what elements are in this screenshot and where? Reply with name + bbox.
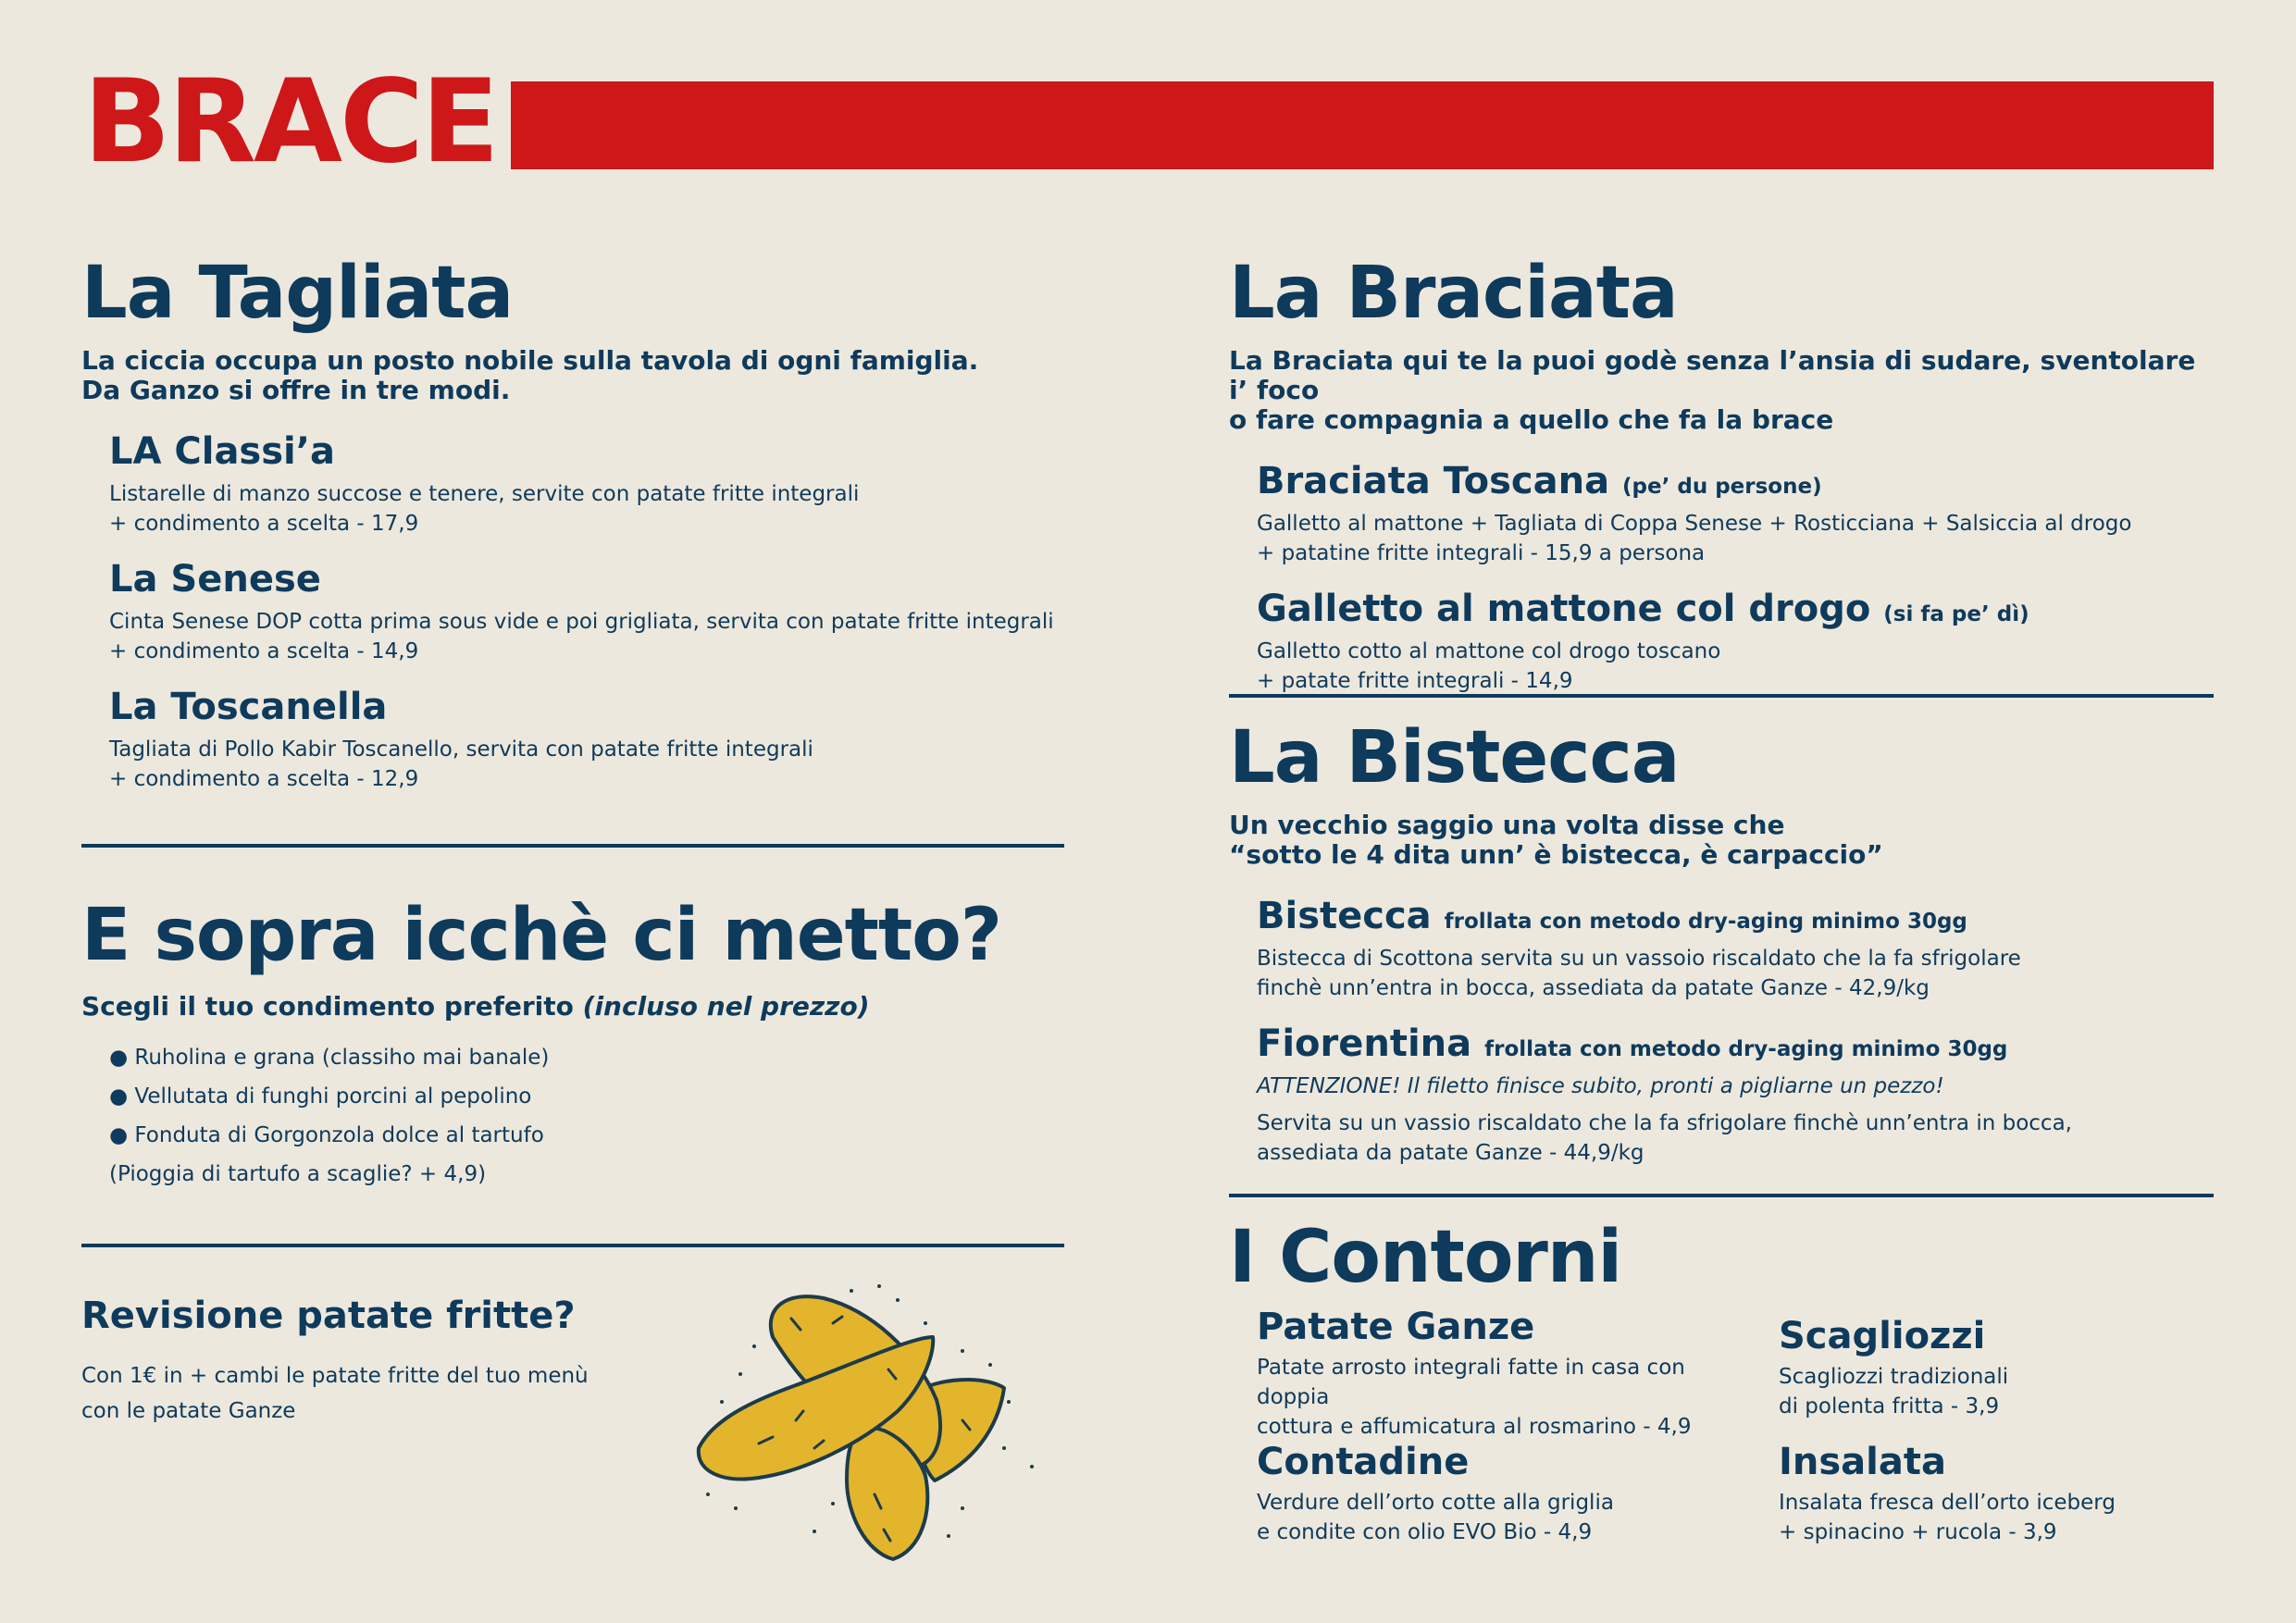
contorno-contadine xyxy=(1257,1442,1738,1547)
condimenti-extra: (Pioggia di tartufo a scaglie? + 4,9) xyxy=(109,1162,487,1186)
bistecca-title: La Bistecca xyxy=(1229,716,1680,799)
desc-line: + patatine fritte integrali - 15,9 a persona xyxy=(1257,541,1706,565)
desc-line: + spinacino + rucola - 3,9 xyxy=(1779,1520,2057,1544)
desc-line: + condimento a scelta - 12,9 xyxy=(109,767,419,791)
item-description xyxy=(1257,944,2214,1003)
item-note: frollata con metodo dry-aging minimo 30gg xyxy=(1484,1037,2008,1061)
item-name: La Senese xyxy=(109,558,321,601)
contorno-description xyxy=(1257,1353,1738,1442)
menu-title: BRACE xyxy=(83,56,497,189)
item-name-text: Bistecca xyxy=(1257,895,1432,937)
bistecca-item-bistecca xyxy=(1257,896,2214,1003)
desc-line: Con 1€ in + cambi le patate fritte del tuo menù xyxy=(81,1364,589,1388)
bistecca-intro-line: “sotto le 4 dita unn’ è bistecca, è carpaccio” xyxy=(1229,839,1883,870)
item-name xyxy=(1257,1023,2214,1064)
divider xyxy=(1229,694,2214,698)
desc-line: Listarelle di manzo succose e tenere, servite con patate fritte integrali xyxy=(109,482,860,506)
condimenti-intro xyxy=(81,992,1064,1022)
item-name: LA Classi’a xyxy=(109,430,335,473)
contorno-name: Insalata xyxy=(1779,1441,1946,1483)
item-warning: ATTENZIONE! Il filetto finisce subito, pronti a pigliarne un pezzo! xyxy=(1257,1074,1944,1098)
contorno-name: Scagliozzi xyxy=(1779,1315,1986,1357)
contorno-description xyxy=(1257,1488,1738,1547)
desc-line: Bistecca di Scottona servita su un vassoio riscaldato che la fa sfrigolare xyxy=(1257,947,2021,971)
patate-title: Revisione patate fritte? xyxy=(81,1295,576,1337)
item-name xyxy=(1257,588,2214,629)
tagliata-item-toscanella xyxy=(109,687,1064,794)
item-description xyxy=(109,735,1064,794)
condimenti-intro-text: Scegli il tuo condimento preferito xyxy=(81,991,574,1022)
item-note: (si fa pe’ dì) xyxy=(1883,602,2029,626)
divider xyxy=(1229,1194,2214,1197)
tagliata-item-senese xyxy=(109,559,1064,666)
desc-line: Verdure dell’orto cotte alla griglia xyxy=(1257,1491,1614,1515)
item-name: La Toscanella xyxy=(109,686,388,728)
bistecca-section xyxy=(1229,716,2214,1168)
tagliata-title: La Tagliata xyxy=(81,252,514,335)
tagliata-intro-line: Da Ganzo si offre in tre modi. xyxy=(81,375,511,405)
desc-line: Servita su un vassio riscaldato che la fa sfrigolare finchè unn’entra in bocca, xyxy=(1257,1111,2072,1135)
contorno-scagliozzi xyxy=(1779,1316,2214,1421)
braciata-item-toscana xyxy=(1257,461,2214,568)
condimenti-title: E sopra icchè ci metto? xyxy=(81,894,1002,977)
tagliata-section xyxy=(81,252,1064,794)
item-note: frollata con metodo dry-aging minimo 30gg xyxy=(1444,910,1967,934)
desc-line: Galletto cotto al mattone col drogo toscano xyxy=(1257,639,1721,663)
desc-line: + condimento a scelta - 14,9 xyxy=(109,639,419,663)
bistecca-intro xyxy=(1229,811,2214,870)
item-name xyxy=(1257,896,2214,936)
desc-line: Scagliozzi tradizionali xyxy=(1779,1365,2009,1389)
braciata-intro-line: La Braciata qui te la puoi godè senza l’ansia di sudare, sventolare i’ foco xyxy=(1229,345,2196,405)
item-name-text: Galletto al mattone col drogo xyxy=(1257,588,1871,630)
desc-line: di polenta fritta - 3,9 xyxy=(1779,1394,2000,1419)
tagliata-intro-line: La ciccia occupa un posto nobile sulla tavola di ogni famiglia. xyxy=(81,345,979,376)
condimenti-list xyxy=(109,1038,1064,1194)
condimenti-intro-note: (incluso nel prezzo) xyxy=(582,991,870,1022)
item-note: (pe’ du persone) xyxy=(1622,475,1822,499)
item-name xyxy=(1257,461,2214,502)
contorno-name: Contadine xyxy=(1257,1441,1470,1483)
contorno-description xyxy=(1779,1488,2214,1547)
desc-line: + condimento a scelta - 17,9 xyxy=(109,512,419,536)
item-description xyxy=(1257,509,2214,568)
tagliata-item-classica xyxy=(109,431,1064,539)
desc-line: cottura e affumicatura al rosmarino - 4,9 xyxy=(1257,1415,1692,1439)
header-red-bar xyxy=(511,81,2214,169)
desc-line: finchè unn’entra in bocca, assediata da patate Ganze - 42,9/kg xyxy=(1257,976,1930,1000)
desc-line: Insalata fresca dell’orto iceberg xyxy=(1779,1491,2116,1515)
list-item: ● Ruholina e grana (classiho mai banale) xyxy=(109,1046,550,1070)
item-description xyxy=(109,479,1064,539)
list-item: ● Vellutata di funghi porcini al pepolino xyxy=(109,1084,532,1109)
divider xyxy=(81,1244,1064,1247)
desc-line: Cinta Senese DOP cotta prima sous vide e poi grigliata, servita con patate fritte integrali xyxy=(109,610,1054,634)
tagliata-intro xyxy=(81,346,1064,405)
desc-line: con le patate Ganze xyxy=(81,1399,296,1423)
item-description xyxy=(1257,637,2214,696)
desc-line: + patate fritte integrali - 14,9 xyxy=(1257,669,1573,693)
patate-description xyxy=(81,1358,674,1429)
contorno-patate-ganze xyxy=(1257,1307,1738,1442)
item-description xyxy=(109,607,1064,666)
desc-line: Tagliata di Pollo Kabir Toscanello, servita con patate fritte integrali xyxy=(109,737,813,762)
list-item: ● Fonduta di Gorgonzola dolce al tartufo xyxy=(109,1123,544,1147)
potato-wedges-illustration xyxy=(685,1282,1055,1568)
bistecca-intro-line: Un vecchio saggio una volta disse che xyxy=(1229,810,1785,840)
contorni-section xyxy=(1229,1216,2214,1299)
patate-section xyxy=(81,1295,674,1429)
divider xyxy=(81,844,1064,848)
desc-line: Galletto al mattone + Tagliata di Coppa Senese + Rosticciana + Salsiccia al drogo xyxy=(1257,512,2132,536)
braciata-item-galletto xyxy=(1257,588,2214,696)
desc-line: Patate arrosto integrali fatte in casa con doppia xyxy=(1257,1356,1685,1409)
bistecca-item-fiorentina xyxy=(1257,1023,2214,1168)
item-description xyxy=(1257,1109,2214,1168)
braciata-intro xyxy=(1229,346,2214,435)
braciata-title: La Braciata xyxy=(1229,252,1678,335)
braciata-intro-line: o fare compagnia a quello che fa la brace xyxy=(1229,404,1834,435)
item-name-text: Braciata Toscana xyxy=(1257,460,1610,502)
contorno-name: Patate Ganze xyxy=(1257,1306,1535,1348)
contorno-insalata xyxy=(1779,1442,2214,1547)
contorno-description xyxy=(1779,1362,2214,1421)
braciata-section xyxy=(1229,252,2214,696)
condimenti-section xyxy=(81,894,1064,1194)
desc-line: e condite con olio EVO Bio - 4,9 xyxy=(1257,1520,1593,1544)
desc-line: assediata da patate Ganze - 44,9/kg xyxy=(1257,1141,1644,1165)
item-name-text: Fiorentina xyxy=(1257,1022,1472,1065)
contorni-title: I Contorni xyxy=(1229,1216,1622,1299)
